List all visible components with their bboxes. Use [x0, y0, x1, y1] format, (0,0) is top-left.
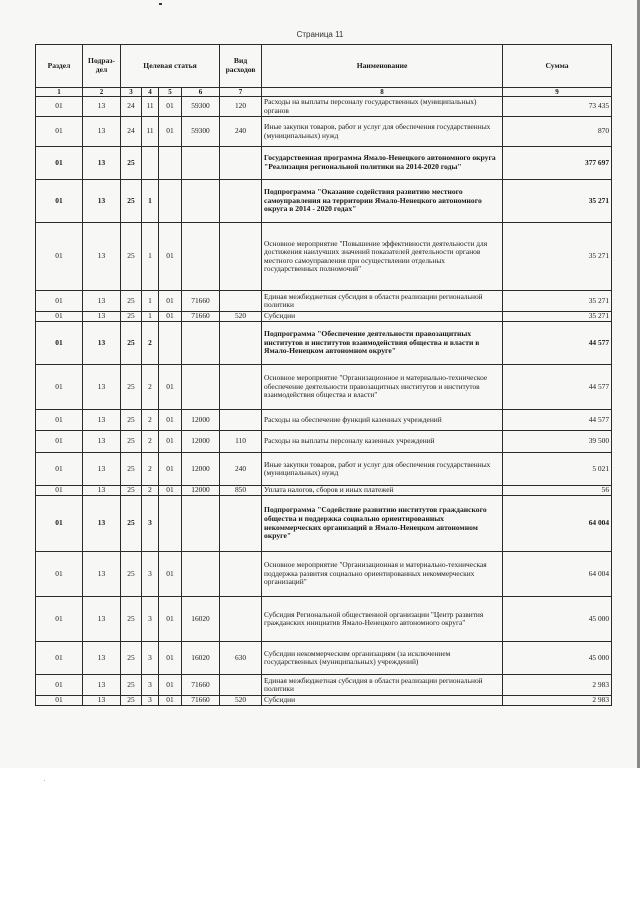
cell-direction — [182, 147, 220, 180]
cell-event: 01 — [159, 597, 182, 642]
cell-podrazdel: 13 — [83, 97, 121, 117]
cell-direction: 12000 — [182, 431, 220, 453]
cell-event — [159, 322, 182, 365]
cell-event: 01 — [159, 410, 182, 431]
cell-sum: 2 983 — [503, 696, 612, 706]
cell-razdel: 01 — [36, 410, 83, 431]
cell-subprogram — [142, 147, 159, 180]
cell-sum: 64 004 — [503, 496, 612, 552]
cell-podrazdel: 13 — [83, 453, 121, 486]
cell-direction: 12000 — [182, 486, 220, 496]
cell-vid-raskhodov — [220, 410, 262, 431]
cell-sum: 5 021 — [503, 453, 612, 486]
cell-podrazdel: 13 — [83, 496, 121, 552]
cell-name: Иные закупки товаров, работ и услуг для обеспечения государственных (муниципальных) нужд — [262, 453, 503, 486]
cell-program: 25 — [121, 597, 142, 642]
cell-razdel: 01 — [36, 322, 83, 365]
table-body — [36, 97, 612, 706]
cell-sum: 44 577 — [503, 365, 612, 410]
cell-direction: 59300 — [182, 117, 220, 147]
cell-event: 01 — [159, 223, 182, 291]
cell-razdel: 01 — [36, 312, 83, 322]
cell-direction — [182, 322, 220, 365]
cell-program: 24 — [121, 97, 142, 117]
cell-name: Основное мероприятие "Организационная и материально-техническая поддержка развития социально ориентированных некоммерческих организаций" — [262, 552, 503, 597]
cell-program: 25 — [121, 180, 142, 223]
cell-program: 25 — [121, 365, 142, 410]
cell-program: 25 — [121, 322, 142, 365]
cell-subprogram: 2 — [142, 410, 159, 431]
cell-vid-raskhodov — [220, 552, 262, 597]
header-vid: Вид расходов — [220, 45, 262, 88]
cell-direction: 59300 — [182, 97, 220, 117]
cell-program: 25 — [121, 486, 142, 496]
cell-name: Единая межбюджетная субсидия в области реализации региональной политики — [262, 675, 503, 696]
cell-vid-raskhodov: 110 — [220, 431, 262, 453]
cell-podrazdel: 13 — [83, 431, 121, 453]
cell-subprogram: 2 — [142, 322, 159, 365]
cell-podrazdel: 13 — [83, 291, 121, 312]
table-header-row — [36, 45, 612, 88]
cell-sum: 45 000 — [503, 597, 612, 642]
cell-vid-raskhodov — [220, 147, 262, 180]
cell-sum: 64 004 — [503, 552, 612, 597]
header-podrazdel: Подраз-дел — [83, 45, 121, 88]
cell-name: Уплата налогов, сборов и иных платежей — [262, 486, 503, 496]
cell-program: 25 — [121, 291, 142, 312]
cell-subprogram: 11 — [142, 97, 159, 117]
cell-event: 01 — [159, 312, 182, 322]
cell-vid-raskhodov — [220, 322, 262, 365]
cell-podrazdel: 13 — [83, 180, 121, 223]
cell-name: Основное мероприятие "Повышение эффективности деятельности для достижения наилучших значений показателей деятельности органов местного самоуправления при осуществлении отдельных государственных полномочий" — [262, 223, 503, 291]
table-row — [36, 696, 612, 706]
cell-vid-raskhodov — [220, 291, 262, 312]
cell-vid-raskhodov — [220, 223, 262, 291]
cell-event: 01 — [159, 365, 182, 410]
column-number: 7 — [220, 88, 262, 97]
cell-subprogram: 3 — [142, 552, 159, 597]
cell-name: Расходы на выплаты персоналу казенных учреждений — [262, 431, 503, 453]
header-name: Наименование — [262, 45, 503, 88]
cell-razdel: 01 — [36, 486, 83, 496]
cell-name: Субсидии — [262, 312, 503, 322]
cell-vid-raskhodov — [220, 365, 262, 410]
cell-subprogram: 1 — [142, 223, 159, 291]
cell-razdel: 01 — [36, 642, 83, 675]
cell-name: Подпрограмма "Оказание содействия развитию местного самоуправления на территории Ямало-Ненецкого автономного округа в 2014 - 2020 годах" — [262, 180, 503, 223]
cell-razdel: 01 — [36, 147, 83, 180]
cell-vid-raskhodov — [220, 675, 262, 696]
cell-program: 25 — [121, 696, 142, 706]
cell-podrazdel: 13 — [83, 223, 121, 291]
cell-program: 25 — [121, 223, 142, 291]
cell-direction: 16020 — [182, 597, 220, 642]
cell-sum: 2 983 — [503, 675, 612, 696]
column-number: 9 — [503, 88, 612, 97]
cell-vid-raskhodov — [220, 180, 262, 223]
cell-name: Основное мероприятие "Организационное и материально-техническое обеспечение деятельности правозащитных институтов и институтов взаимодействия общества и власти" — [262, 365, 503, 410]
scan-speck-bottom — [44, 780, 45, 781]
cell-name: Субсидия Региональной общественной организации "Центр развития гражданских инициатив Ямало-Ненецкого автономного округа" — [262, 597, 503, 642]
cell-razdel: 01 — [36, 223, 83, 291]
cell-event: 01 — [159, 486, 182, 496]
cell-event — [159, 180, 182, 223]
cell-subprogram: 3 — [142, 642, 159, 675]
table-row — [36, 431, 612, 453]
cell-direction: 16020 — [182, 642, 220, 675]
cell-name: Субсидии — [262, 696, 503, 706]
table-row — [36, 365, 612, 410]
table-row — [36, 642, 612, 675]
cell-sum: 39 500 — [503, 431, 612, 453]
cell-sum: 56 — [503, 486, 612, 496]
scan-speck — [159, 3, 162, 5]
cell-podrazdel: 13 — [83, 552, 121, 597]
cell-vid-raskhodov: 520 — [220, 696, 262, 706]
cell-sum: 44 577 — [503, 410, 612, 431]
cell-subprogram: 2 — [142, 431, 159, 453]
budget-table — [35, 44, 612, 706]
cell-sum: 35 271 — [503, 312, 612, 322]
table-row — [36, 117, 612, 147]
cell-sum: 377 697 — [503, 147, 612, 180]
cell-event: 01 — [159, 642, 182, 675]
cell-direction: 12000 — [182, 453, 220, 486]
cell-podrazdel: 13 — [83, 322, 121, 365]
cell-razdel: 01 — [36, 453, 83, 486]
cell-event: 01 — [159, 291, 182, 312]
cell-subprogram: 3 — [142, 696, 159, 706]
cell-name: Субсидии некоммерческим организациям (за исключением государственных (муниципальных) учреждений) — [262, 642, 503, 675]
cell-podrazdel: 13 — [83, 675, 121, 696]
cell-direction: 71660 — [182, 675, 220, 696]
cell-sum: 35 271 — [503, 223, 612, 291]
column-number-row — [36, 88, 612, 97]
column-number: 4 — [142, 88, 159, 97]
table-row — [36, 97, 612, 117]
cell-event: 01 — [159, 675, 182, 696]
table-row — [36, 597, 612, 642]
table-row — [36, 291, 612, 312]
table-row — [36, 496, 612, 552]
cell-event: 01 — [159, 453, 182, 486]
cell-razdel: 01 — [36, 696, 83, 706]
cell-program: 25 — [121, 312, 142, 322]
column-number: 2 — [83, 88, 121, 97]
column-number: 8 — [262, 88, 503, 97]
table-row — [36, 675, 612, 696]
cell-sum: 44 577 — [503, 322, 612, 365]
cell-podrazdel: 13 — [83, 642, 121, 675]
cell-sum: 35 271 — [503, 291, 612, 312]
cell-podrazdel: 13 — [83, 147, 121, 180]
cell-subprogram: 11 — [142, 117, 159, 147]
cell-event: 01 — [159, 117, 182, 147]
cell-direction — [182, 223, 220, 291]
cell-program: 25 — [121, 410, 142, 431]
cell-razdel: 01 — [36, 552, 83, 597]
cell-razdel: 01 — [36, 291, 83, 312]
cell-vid-raskhodov: 120 — [220, 97, 262, 117]
cell-direction: 71660 — [182, 696, 220, 706]
cell-name: Подпрограмма "Обеспечение деятельности правозащитных институтов и институтов взаимодействия общества и власти в Ямало-Ненецком автономном округе" — [262, 322, 503, 365]
cell-podrazdel: 13 — [83, 486, 121, 496]
cell-podrazdel: 13 — [83, 410, 121, 431]
cell-program: 24 — [121, 117, 142, 147]
cell-event: 01 — [159, 552, 182, 597]
cell-event: 01 — [159, 97, 182, 117]
header-sum: Сумма — [503, 45, 612, 88]
cell-program: 25 — [121, 431, 142, 453]
cell-direction: 71660 — [182, 291, 220, 312]
cell-razdel: 01 — [36, 97, 83, 117]
cell-subprogram: 3 — [142, 597, 159, 642]
cell-razdel: 01 — [36, 117, 83, 147]
cell-podrazdel: 13 — [83, 365, 121, 410]
cell-podrazdel: 13 — [83, 597, 121, 642]
cell-razdel: 01 — [36, 496, 83, 552]
cell-direction — [182, 365, 220, 410]
cell-subprogram: 2 — [142, 453, 159, 486]
column-number: 3 — [121, 88, 142, 97]
cell-program: 25 — [121, 675, 142, 696]
cell-razdel: 01 — [36, 675, 83, 696]
cell-vid-raskhodov — [220, 496, 262, 552]
cell-subprogram: 1 — [142, 180, 159, 223]
cell-name: Государственная программа Ямало-Ненецкого автономного округа "Реализация региональной политики на 2014-2020 годы" — [262, 147, 503, 180]
cell-sum: 870 — [503, 117, 612, 147]
table-row — [36, 312, 612, 322]
cell-razdel: 01 — [36, 180, 83, 223]
cell-event — [159, 496, 182, 552]
cell-direction — [182, 552, 220, 597]
cell-event — [159, 147, 182, 180]
cell-subprogram: 3 — [142, 496, 159, 552]
cell-program: 25 — [121, 642, 142, 675]
cell-program: 25 — [121, 552, 142, 597]
cell-vid-raskhodov: 240 — [220, 117, 262, 147]
cell-subprogram: 1 — [142, 312, 159, 322]
table-row — [36, 453, 612, 486]
cell-podrazdel: 13 — [83, 696, 121, 706]
cell-razdel: 01 — [36, 431, 83, 453]
cell-name: Подпрограмма "Содействие развитию институтов гражданского общества и поддержка социально ориентированных некоммерческих организаций в Ямало-Ненецком автономном округе" — [262, 496, 503, 552]
table-row — [36, 410, 612, 431]
cell-event: 01 — [159, 431, 182, 453]
cell-direction — [182, 180, 220, 223]
cell-name: Расходы на обеспечение функций казенных учреждений — [262, 410, 503, 431]
table-row — [36, 486, 612, 496]
header-target: Целевая статья — [121, 45, 220, 88]
page-label: Страница 11 — [296, 30, 344, 39]
cell-direction: 71660 — [182, 312, 220, 322]
cell-name: Единая межбюджетная субсидия в области реализации региональной политики — [262, 291, 503, 312]
cell-program: 25 — [121, 147, 142, 180]
cell-vid-raskhodov: 520 — [220, 312, 262, 322]
table-row — [36, 322, 612, 365]
cell-sum: 35 271 — [503, 180, 612, 223]
cell-sum: 45 000 — [503, 642, 612, 675]
cell-event: 01 — [159, 696, 182, 706]
cell-name: Расходы на выплаты персоналу государственных (муниципальных) органов — [262, 97, 503, 117]
cell-vid-raskhodov: 850 — [220, 486, 262, 496]
header-razdel: Раздел — [36, 45, 83, 88]
column-number: 5 — [159, 88, 182, 97]
cell-podrazdel: 13 — [83, 117, 121, 147]
table-row — [36, 223, 612, 291]
cell-subprogram: 2 — [142, 486, 159, 496]
cell-direction: 12000 — [182, 410, 220, 431]
cell-program: 25 — [121, 496, 142, 552]
cell-subprogram: 1 — [142, 291, 159, 312]
cell-razdel: 01 — [36, 365, 83, 410]
cell-vid-raskhodov: 240 — [220, 453, 262, 486]
cell-subprogram: 3 — [142, 675, 159, 696]
column-number: 1 — [36, 88, 83, 97]
table-row — [36, 552, 612, 597]
column-number: 6 — [182, 88, 220, 97]
cell-vid-raskhodov — [220, 597, 262, 642]
cell-direction — [182, 496, 220, 552]
cell-name: Иные закупки товаров, работ и услуг для обеспечения государственных (муниципальных) нужд — [262, 117, 503, 147]
cell-subprogram: 2 — [142, 365, 159, 410]
cell-razdel: 01 — [36, 597, 83, 642]
cell-sum: 73 435 — [503, 97, 612, 117]
table-row — [36, 147, 612, 180]
cell-program: 25 — [121, 453, 142, 486]
table-row — [36, 180, 612, 223]
cell-podrazdel: 13 — [83, 312, 121, 322]
cell-vid-raskhodov: 630 — [220, 642, 262, 675]
